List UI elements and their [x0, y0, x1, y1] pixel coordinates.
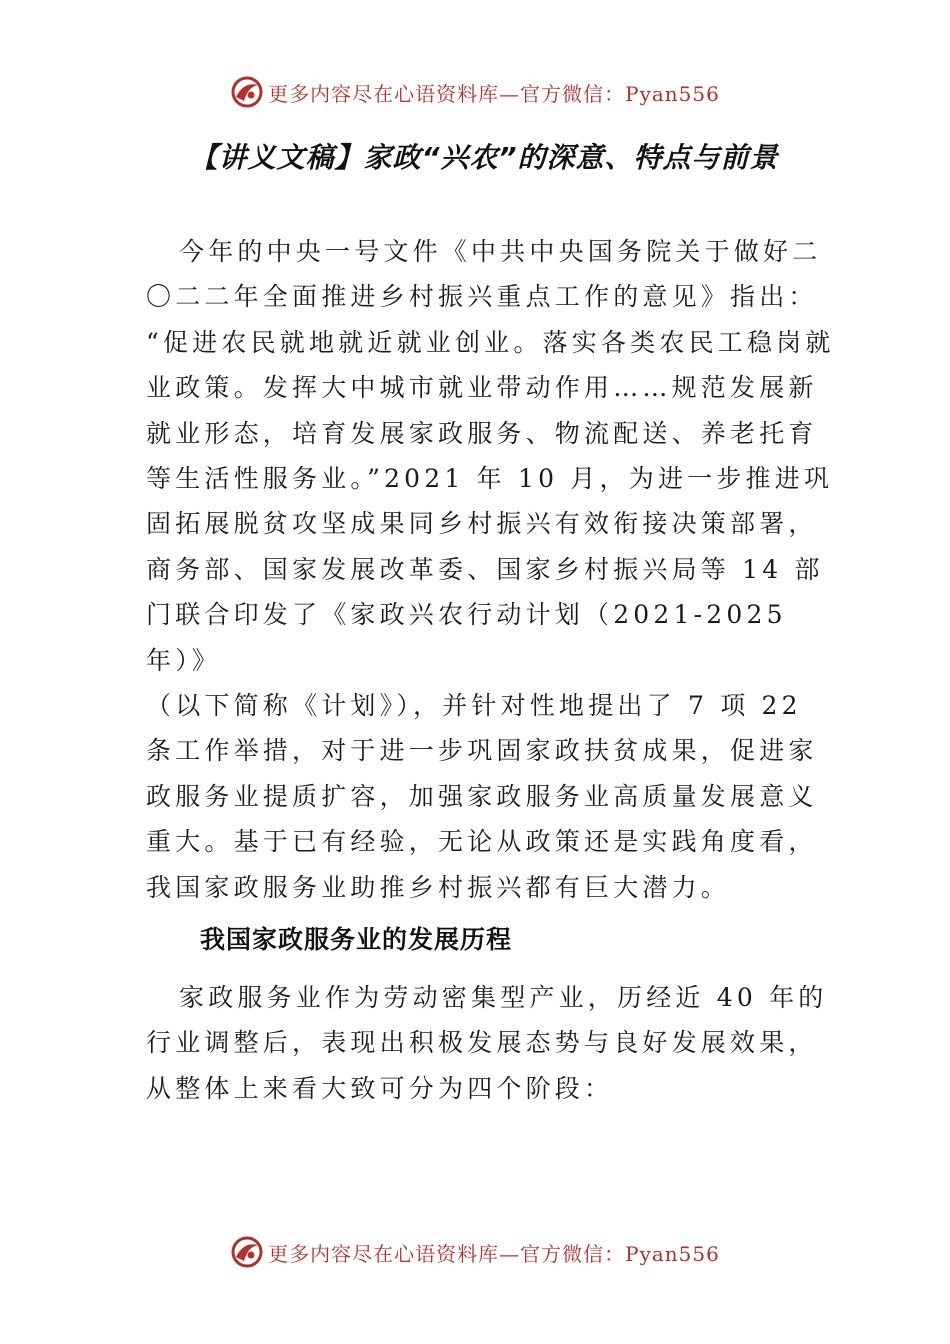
- text-line: 商务部、国家发展改革委、国家乡村振兴局等 14 部: [146, 554, 824, 584]
- text-line: 我国家政服务业助推乡村振兴都有巨大潜力。: [146, 872, 731, 902]
- text-line: 固拓展脱贫攻坚成果同乡村振兴有效衔接决策部署，: [146, 509, 818, 539]
- watermark-text: 更多内容尽在心语资料库—官方微信：Pyan556: [268, 1241, 720, 1266]
- paragraph-text: [146, 975, 828, 1111]
- document-title: 【讲义文稿】家政“兴农”的深意、特点与前景: [189, 141, 779, 174]
- header-watermark: [0, 72, 950, 112]
- text-line: 条工作举措，对于进一步巩固家政扶贫成果，促进家: [146, 736, 818, 766]
- watermark-text: 更多内容尽在心语资料库—官方微信：Pyan556: [268, 81, 720, 106]
- text-line: 家政服务业作为劳动密集型产业，历经近 40 年的: [179, 983, 828, 1012]
- text-line: 行业调整后，表现出积极发展态势与良好发展效果，: [146, 1028, 818, 1058]
- text-line: 从整体上来看大致可分为四个阶段：: [146, 1073, 614, 1103]
- footer-watermark: [0, 1232, 950, 1272]
- text-line: “促进农民就地就近就业创业。落实各类农民工稳岗就: [146, 327, 835, 357]
- text-line: 门联合印发了《家政兴农行动计划（2021-2025: [146, 600, 787, 630]
- red-swirl-logo-icon: [230, 75, 264, 109]
- text-line: 就业形态，培育发展家政服务、物流配送、养老托育: [146, 418, 818, 448]
- text-line: 今年的中央一号文件《中共中央国务院关于做好二: [179, 237, 822, 266]
- text-line: 政服务业提质扩容，加强家政服务业高质量发展意义: [146, 781, 818, 811]
- section-heading: 我国家政服务业的发展历程: [200, 925, 513, 954]
- red-swirl-logo-icon: [230, 1235, 264, 1269]
- text-line: （以下简称《计划》），并针对性地提出了 7 项 22: [146, 691, 802, 721]
- text-line: 业政策。发挥大中城市就业带动作用……规范发展新: [146, 373, 818, 403]
- text-line: 年）》: [146, 645, 222, 675]
- paragraph-history: [146, 975, 828, 1111]
- text-line: 重大。基于已有经验，无论从政策还是实践角度看，: [146, 827, 818, 857]
- text-line: 等生活性服务业。”2021 年 10 月，为进一步推进巩: [146, 464, 834, 494]
- text-line: 〇二二年全面推进乡村振兴重点工作的意见》指出：: [146, 282, 818, 312]
- paragraph-text: [146, 229, 835, 910]
- paragraph-intro: [146, 229, 835, 910]
